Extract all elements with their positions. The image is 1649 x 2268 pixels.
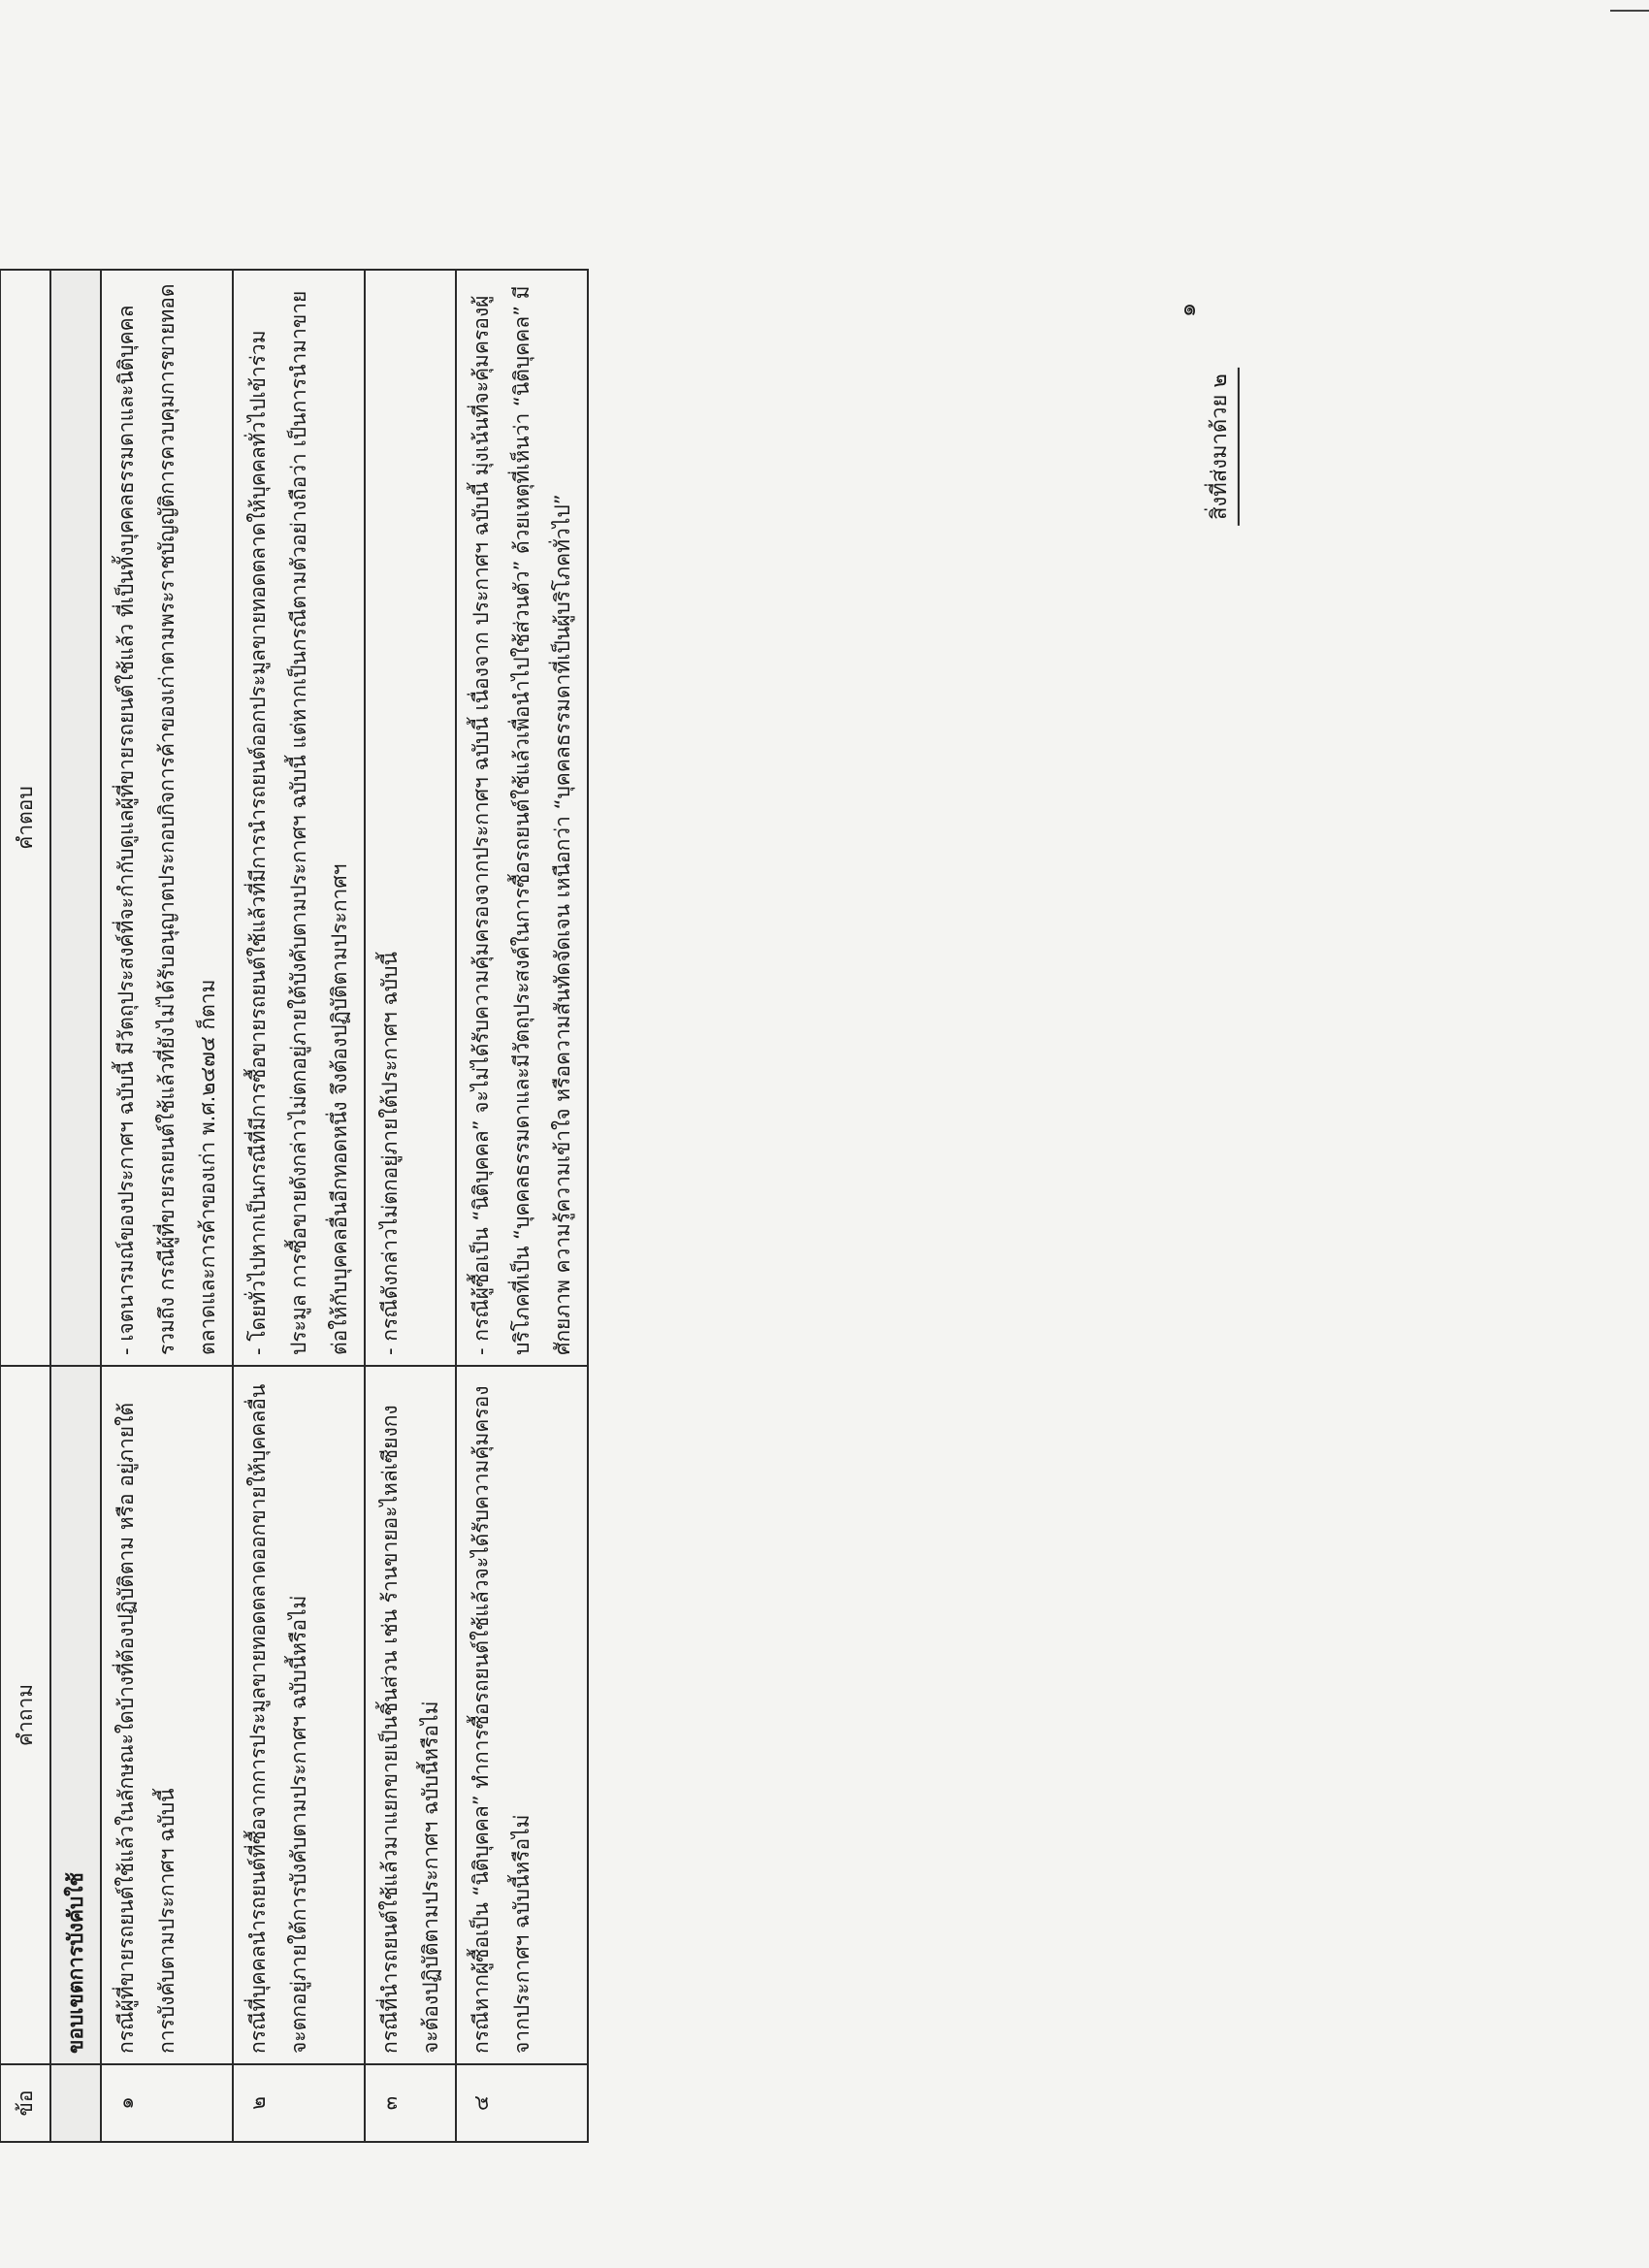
row-question: กรณีหากผู้ซื้อเป็น “นิติบุคคล” ทำการซื้อรถยนต์ใช้แล้วจะได้รับความคุ้มครองจากประกาศฯ ฉบับนี้หรือไม่ [456, 1366, 588, 2064]
row-answer: - กรณีผู้ซื้อเป็น “นิติบุคคล” จะไม่ได้รับความคุ้มครองจากประกาศฯ ฉบับนี้ เนื่องจาก ประกาศฯ ฉบับนี้ มุ่งเน้นที่จะคุ้มครองผู้บริโภคที่เป็น “บุคคลธรรมดาและมีวัตถุประสงค์ในการซื้อรถยนต์ใช้แล้วเพื่อนำไปใช้ส่วนตัว” ด้วยเหตุที่เห็นว่า “นิติบุคคล” มีศักยภาพ ความรู้ความเข้าใจ หรือความสันทัดจัดเจน เหนือกว่า “บุคคลธรรมดาที่เป็นผู้บริโภคทั่วไป” [456, 270, 588, 1366]
table-row [456, 270, 588, 2142]
attachment-note: สิ่งที่ส่งมาด้วย ๒ [1200, 368, 1240, 526]
row-number: ๓ [365, 2064, 456, 2142]
row-answer: - กรณีดังกล่าวไม่ตกอยู่ภายใต้ประกาศฯ ฉบับนี้ [365, 270, 456, 1366]
table-header-row [0, 270, 50, 2142]
rotated-document-sheet [0, 271, 1004, 2143]
header-no: ข้อ [0, 2064, 50, 2142]
row-question: กรณีที่บุคคลนำรถยนต์ที่ซื้อจากการประมูลขายทอดตลาดออกขายให้บุคคลอื่น จะตกอยู่ภายใต้การบังคับตามประกาศฯ ฉบับนี้หรือไม่ [233, 1366, 365, 2064]
section-row [50, 270, 101, 2142]
row-answer: - โดยทั่วไปหากเป็นกรณีที่มีการซื้อขายรถยนต์ใช้แล้วที่มีการนำรถยนต์ออกประมูลขายทอดตลาดให้บุคคลทั่วไปเข้าร่วมประมูล การซื้อขายดังกล่าวไม่ตกอยู่ภายใต้บังคับตามประกาศฯ ฉบับนี้ แต่หากเป็นกรณีตามตัวอย่างถือว่า เป็นการนำมาขายต่อให้กับบุคคลอื่นอีกทอดหนึ่ง จึงต้องปฏิบัติตามประกาศฯ [233, 270, 365, 1366]
header-question: คำถาม [0, 1366, 50, 2064]
table-row [233, 270, 365, 2142]
row-question: กรณีที่นำรถยนต์ใช้แล้วมาแยกขายเป็นชิ้นส่วน เช่น ร้านขายอะไหล่เซียงกง จะต้องปฏิบัติตามประกาศฯ ฉบับนี้หรือไม่ [365, 1366, 456, 2064]
row-number: ๔ [456, 2064, 588, 2142]
table-row [365, 270, 456, 2142]
page-number: ๑ [1174, 302, 1202, 318]
table-row [101, 270, 233, 2142]
header-answer: คำตอบ [0, 270, 50, 1366]
row-question: กรณีผู้ที่ขายรถยนต์ใช้แล้วในลักษณะใดบ้างที่ต้องปฏิบัติตาม หรือ อยู่ภายใต้การบังคับตามประกาศฯ ฉบับนี้ [101, 1366, 233, 2064]
row-number: ๒ [233, 2064, 365, 2142]
row-answer: - เจตนารมณ์ของประกาศฯ ฉบับนี้ มีวัตถุประสงค์ที่จะกำกับดูแลผู้ที่ขายรถยนต์ใช้แล้ว ที่เป็นทั้งบุคคลธรรมดาและนิติบุคคล รวมถึง กรณีผู้ที่ขายรถยนต์ใช้แล้วที่ยังไม่ได้รับอนุญาตประกอบกิจการค้าของเก่าตามพระราชบัญญัติการควบคุมการขายทอดตลาดและการค้าของเก่า พ.ศ.๒๔๗๔ ก็ตาม [101, 270, 233, 1366]
qa-table [0, 269, 589, 2143]
scan-corner-mark [1610, 10, 1649, 12]
row-number: ๑ [101, 2064, 233, 2142]
section-title: ขอบเขตการบังคับใช้ [50, 1366, 101, 2064]
